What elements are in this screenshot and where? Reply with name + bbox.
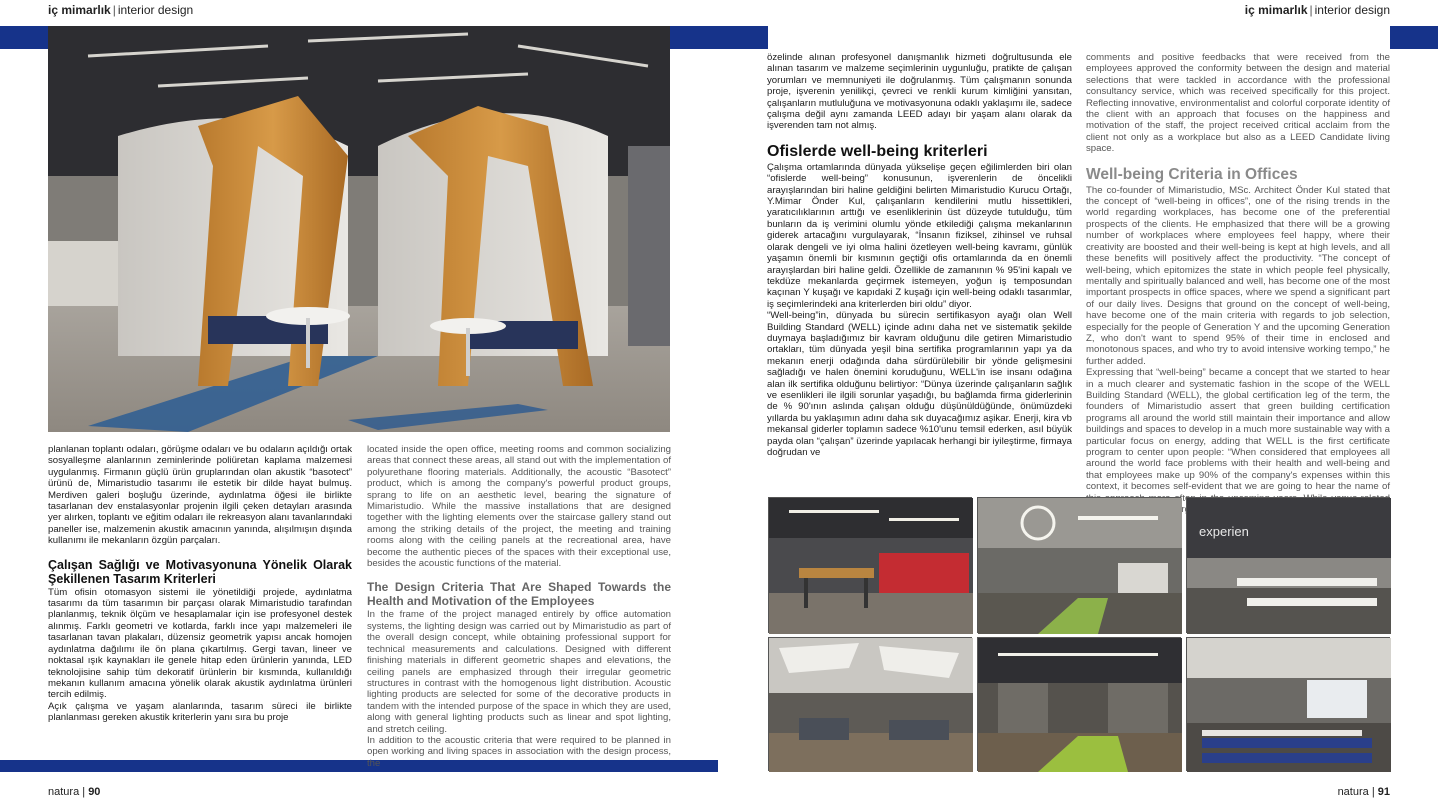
body-paragraph: Çalışma ortamlarında dünyada yükselişe geçen eğilimlerden biri olan “ofislerde well-being” konusunun, işverenlerin de öncelikli arayışlarından biri haline geldiğini belirten Mimaristudio Kurucu Ortağı, Y.Mimar Önder Kul, çalışanların kendilerini mutlu hissettikleri, yaratıcılıklarının arttığı ve esenliklerinin üst düzeyde tutulduğu, tüm bunların da iş verimini olumlu yönde etkilediği çalışma mekanlarının giderek artacağını vurgulayarak, “İnsanın fiziksel, zihinsel ve ruhsal olarak dengeli ve iyi olma halini özetleyen well-being kavramı, günlük yaşamın önemli bir kısmının geçtiği ofis ortamlarında da en önemli arayışlardan biri haline geldi. Özellikle de zamanının % 95'ini kapalı ve tekdüze mekanlarda geçirmek istemeyen, yoğun iş temposundan kaçınan Y kuşağı ve kapıdaki Z kuşağı için well-being odaklı tasarımlar, iş seçimlerindeki ana kriterlerden biri oldu” diyor. — [767, 161, 1072, 310]
p90-turkish-column — [48, 444, 352, 756]
svg-text:experien: experien — [1199, 524, 1249, 539]
lounge-ceiling-panels-photo — [768, 637, 972, 771]
page-footer-left: natura | 90 — [48, 786, 101, 798]
p91-english-column — [1086, 52, 1390, 504]
header-section: interior design — [117, 3, 194, 17]
running-header-right: iç mimarlık | interior design — [1244, 3, 1390, 17]
page-number: 91 — [1377, 786, 1390, 798]
accent-band-top-left — [0, 26, 48, 49]
training-room-blue-chairs-photo — [1186, 637, 1390, 771]
section-heading: Well-being Criteria in Offices — [1086, 165, 1298, 183]
body-paragraph: In the frame of the project managed entirely by office automation systems, the lighting design was carried out by Mimaristudio as part of the overall design concept, while obtaining professional support for technical measurements and calculations. Designed with different finishing materials in different geometric shapes and elevations, the ceiling panels are emphasized through their irregular geometric structures in contrast with the homogenous light distribution. Acoustic lighting products are selected for some of the decorative products in tandem with the intended purpose of the space in which they are used, along with general lighting products such as linear and spot lighting, and stretch ceiling. — [367, 609, 671, 735]
p90-english-column — [367, 444, 671, 769]
body-paragraph: planlanan toplantı odaları, görüşme odaları ve bu odaların açıldığı ortak sosyalleşme alanlarının zeminlerinde poliüretan kaplama malzemesi uygulanmış. Firmanın güçlü ürün gruplarından olan akustik “basotect” ürünü de, Mimaristudio tasarımı ile estetik bir dilde hayat bulmuş. Merdiven galeri boşluğu üzerinde, aydınlatma öğesi ile birlikte tasarlanan dev enstalasyonlar projenin ilgili çeken detayları arasında yer alırken, toplantı ve eğitim odaları ile rekreasyon alanı tavanlarındaki paneller ise, malzemenin akustik amacının yanında, alışılmışın dışında kullanımı ile mekanların özgün parçaları. — [48, 444, 352, 547]
meeting-area-green-carpet-photo — [977, 637, 1181, 771]
section-heading: Ofislerde well-being kriterleri — [767, 142, 988, 160]
accent-band-top-center — [670, 26, 768, 49]
footer-magazine: natura — [48, 786, 80, 798]
p91-turkish-column — [767, 52, 1072, 488]
body-paragraph: In addition to the acoustic criteria that were required to be planned in open working and living spaces in association with the design process, the — [367, 734, 671, 769]
page-number: 90 — [88, 786, 101, 798]
header-brand: iç mimarlık — [48, 3, 111, 17]
body-paragraph: comments and positive feedbacks that were received from the employees approved the conformity between the design and material selections that were tackled in accordance with the professional consultancy service, which was received specifically for this project. Reflecting innovative, environmentalist and colorful corporate identity of the client with an approach that focuses on the happiness and motivation of the staff, the project received critical acclaim from the client not only as a workplace but also as a LEED Candidate living space. — [1086, 52, 1390, 155]
running-header-left: iç mimarlık | interior design — [48, 3, 194, 17]
accent-band-top-right — [1390, 26, 1438, 49]
page-footer-right: natura | 91 — [1337, 786, 1390, 798]
body-paragraph: “Well-being”in, dünyada bu sürecin sertifikasyon ayağı olan Well Building Standard (WELL) içinde adını daha net ve sistematik şekilde duymaya başladığımız bir kavram olduğunu dile getiren Mimaristudio ortakları, tüm dünyada yeşil bina sertifika programlarının yapı ya da mekanın enerji odağında daha sürdürülebilir bir yönde gelişmesini sağladığı ve halen önemini koruduğunu, WELL'in ise insanı odağına alan ilk sertifika olduğunu belirtiyor: “Dünya üzerinde çalışanların sağlık ve esenlikleri ile ilgili sorunlar yaşadığı, bu bağlamda firma giderlerinin de % 90'ının aslında çalışan olduğu düşünüldüğünde, önümüzdeki yıllarda bu yaklaşımın adını daha sık duyacağımız aşikar. Enerji, kira vb mekansal giderler toplamın sadece %10'unu temsil ederken, asıl büyük payda olan “çalışan” üzerinde yapılacak herhangi bir iyileştirme, firmaya doğrudan ve — [767, 310, 1072, 458]
body-paragraph: özelinde alınan profesyonel danışmanlık hizmeti doğrultusunda ele alınan tasarım ve malzeme seçimlerinin uygunluğu, pratikte de çalışan yorumları ve memnuniyeti ile doğrulanmış. Tüm çalışmanın sonunda proje, işverenin yenilikçi, çevreci ve renkli kurum kimliğini yansıtan, çalışanların mutluluğuna ve motivasyonuna odaklı yaklaşımı ile, sadece çalışma değil aynı zamanda LEED adayı bir yaşam alanı olarak da işverenden tam not almış. — [767, 52, 1072, 132]
training-room-experience-photo — [1186, 497, 1390, 633]
section-heading: Çalışan Sağlığı ve Motivasyonuna Yönelik Olarak Şekillenen Tasarım Kriterleri — [48, 557, 352, 586]
body-paragraph: The co-founder of Mimaristudio, MSc. Architect Önder Kul stated that the concept of “well-being in offices”, one of the rising trends in the world regarding workplaces, has become one of the preferential prospects of the clients. He emphasized that there will be a growing number of workplaces where employees feel happy, where their creativity are boosted and their well-being is kept at high levels, and all these benefits will positively affect the productivity. “The concept of well-being, which epitomizes the state in which people feel physically, mentally and spiritually balanced and well, has become one of the most important prospects in office spaces, where we spend a significant part of our daily lives. Designs that ground on the concept of well-being, have become one of the main criteria with regards to job selection, especially for the people of Generation Y and the upcoming Generation Z, who don't want to spend 95% of their time in enclosed and monotonous spaces, and who try to avoid intensive working tempo,” he further added. — [1086, 184, 1390, 367]
open-office-lighting-photo — [977, 497, 1181, 633]
body-paragraph: located inside the open office, meeting rooms and common socializing areas that connect these areas, all stand out with the implementation of polyurethane flooring materials. Additionally, the acoustic “Basotect” product, which is among the company's powerful product groups, sprang to life on an aesthetic level, bearing the signature of Mimaristudio. While the massive installations that are designed together with the lighting elements over the staircase gallery stand out among the striking details of the project, the meeting and training rooms along with the ceiling panels at the recreational area, have become the authentic pieces of the spaces with their exceptional use, besides the acoustic functions of the material. — [367, 444, 671, 570]
body-paragraph: Expressing that “well-being” became a concept that we started to hear in a much clearer and systematic fashion in the scope of the WELL Building Standard (WELL), the global certification leg of the term, the founders of Mimaristudio assert that green building certification programs all around the world still maintain their importance and allow buildings and spaces to develop in a much more sustainable way with a particular focus on energy, adding that WELL is the first certificate program to center upon people: “When considered that employees all around the world face problems with their health and well-being and that employees make up 90% of the company's expenses within this context, it becomes self-evident that we are going to hear the name of often — [1086, 367, 1390, 504]
office-lounge-wooden-booths-photo — [48, 26, 670, 432]
meeting-room-red-sofa-photo — [768, 497, 972, 633]
body-paragraph: Tüm ofisin otomasyon sistemi ile yönetildiği projede, aydınlatma tasarımı da tüm tasarımın bir parçası olarak Mimaristudio tarafından planlanmış, teknik ölçüm ve hesaplamalar için ise profesyonel destek alınmış. Farklı geometri ve kotlarda, farklı ince yapı malzemeleri ile tasarlanan tavan plakaları, düzensiz geometrik yapısı ancak homojen aydınlatma dağılımı ile ön plana çıkartılmış. Gergi tavan, lineer ve noktasal ışık kaynakları ile genele hitap eden ürünlerin yanında, LED teknolojisine sahip tüm dekoratif ürünlerin bir kısmında, kullanıldığı mekanın kullanım amacına yönelik olarak akustik aydınlatma ürünleri tercih edilmiş. — [48, 586, 352, 701]
header-brand: iç mimarlık — [1244, 3, 1308, 17]
section-heading: The Design Criteria That Are Shaped Towards the Health and Motivation of the Employees — [367, 580, 671, 609]
footer-magazine: natura — [1337, 786, 1369, 798]
header-section: interior design — [1314, 3, 1390, 17]
body-paragraph: Açık çalışma ve yaşam alanlarında, tasarım süreci ile birlikte planlanması gereken akustik kriterlerin yanı sıra bu proje — [48, 700, 352, 724]
